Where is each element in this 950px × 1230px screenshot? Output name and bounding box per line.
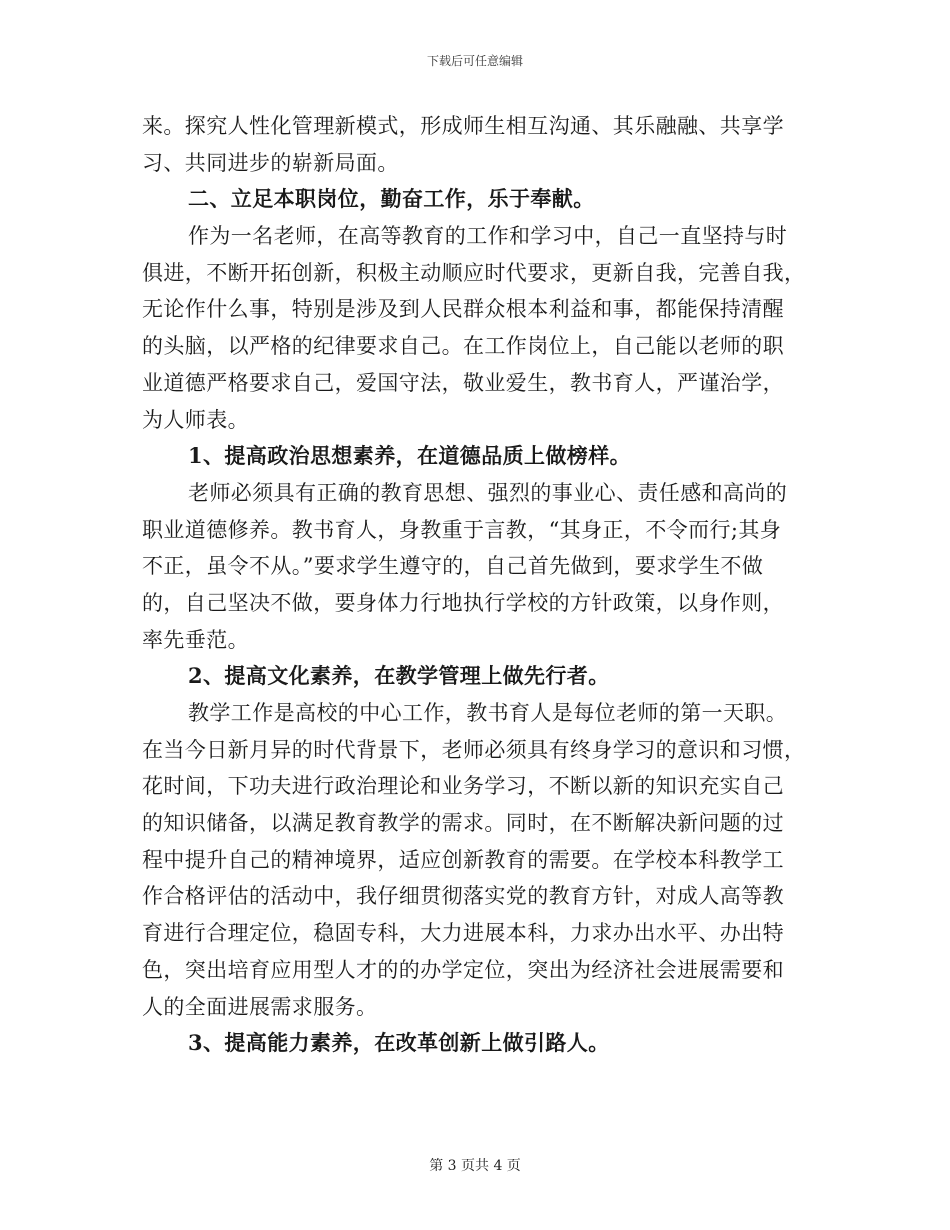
- text-line: 作合格评估的活动中，我仔细贯彻落实党的教育方针，对成人高等教: [142, 884, 784, 909]
- subsection-heading: 1、提高政治思想素养，在道德品质上做榜样。: [188, 443, 632, 469]
- subsection-heading: 2、提高文化素养，在教学管理上做先行者。: [188, 663, 610, 689]
- text-line: 教学工作是高校的中心工作，教书育人是每位老师的第一天职。: [188, 701, 788, 725]
- subsection-heading: 3、提高能力素养，在改革创新上做引路人。: [188, 1030, 610, 1056]
- page-number: 第 3 页共 4 页: [429, 1158, 521, 1174]
- text-line: 不正，虽令不从。”要求学生遵守的，自己首先做到，要求学生不做: [142, 554, 764, 579]
- text-line: 育进行合理定位，稳固专科，大力进展本科，力求办出水平、办出特: [142, 921, 784, 946]
- text-line: 的，自己坚决不做，要身体力行地执行学校的方针政策，以身作则，: [142, 590, 784, 615]
- text-line: 花时间，下功夫进行政治理论和业务学习，不断以新的知识充实自己: [142, 774, 784, 799]
- text-line: 人的全面进展需求服务。: [142, 994, 378, 1019]
- text-line: 的头脑，以严格的纪律要求自己。在工作岗位上，自己能以老师的职: [142, 334, 784, 359]
- text-line: 业道德严格要求自己，爱国守法，敬业爱生，教书育人，严谨治学，: [142, 370, 784, 395]
- text-line: 职业道德修养。教书育人，身教重于言教，“其身正，不令而行;其身: [142, 517, 782, 542]
- text-line: 率先垂范。: [142, 627, 249, 652]
- text-line: 习、共同进步的崭新局面。: [142, 150, 399, 175]
- text-line: 来。探究人性化管理新模式，形成师生相互沟通、其乐融融、共享学: [142, 114, 784, 138]
- text-line: 色，突出培育应用型人才的的办学定位，突出为经济社会进展需要和: [142, 957, 784, 982]
- text-line: 作为一名老师，在高等教育的工作和学习中，自己一直坚持与时: [188, 224, 788, 249]
- document-body: [142, 108, 806, 1062]
- section-heading: 二、立足本职岗位，勤奋工作，乐于奉献。: [188, 186, 595, 212]
- text-line: 程中提升自己的精神境界，适应创新教育的需要。在学校本科教学工: [142, 847, 784, 872]
- text-line: 为人师表。: [142, 407, 249, 432]
- text-line: 在当今日新月异的时代背景下，老师必须具有终身学习的意识和习惯，: [142, 737, 806, 762]
- text-line: 的知识储备，以满足教育教学的需求。同时，在不断解决新问题的过: [142, 811, 784, 836]
- text-line: 无论作什么事，特别是涉及到人民群众根本利益和事，都能保持清醒: [142, 297, 784, 322]
- text-line: 俱进，不断开拓创新，积极主动顺应时代要求，更新自我，完善自我，: [142, 260, 806, 285]
- text-line: 老师必须具有正确的教育思想、强烈的事业心、责任感和高尚的: [188, 480, 788, 505]
- page-header: 下载后可任意编辑: [426, 54, 523, 68]
